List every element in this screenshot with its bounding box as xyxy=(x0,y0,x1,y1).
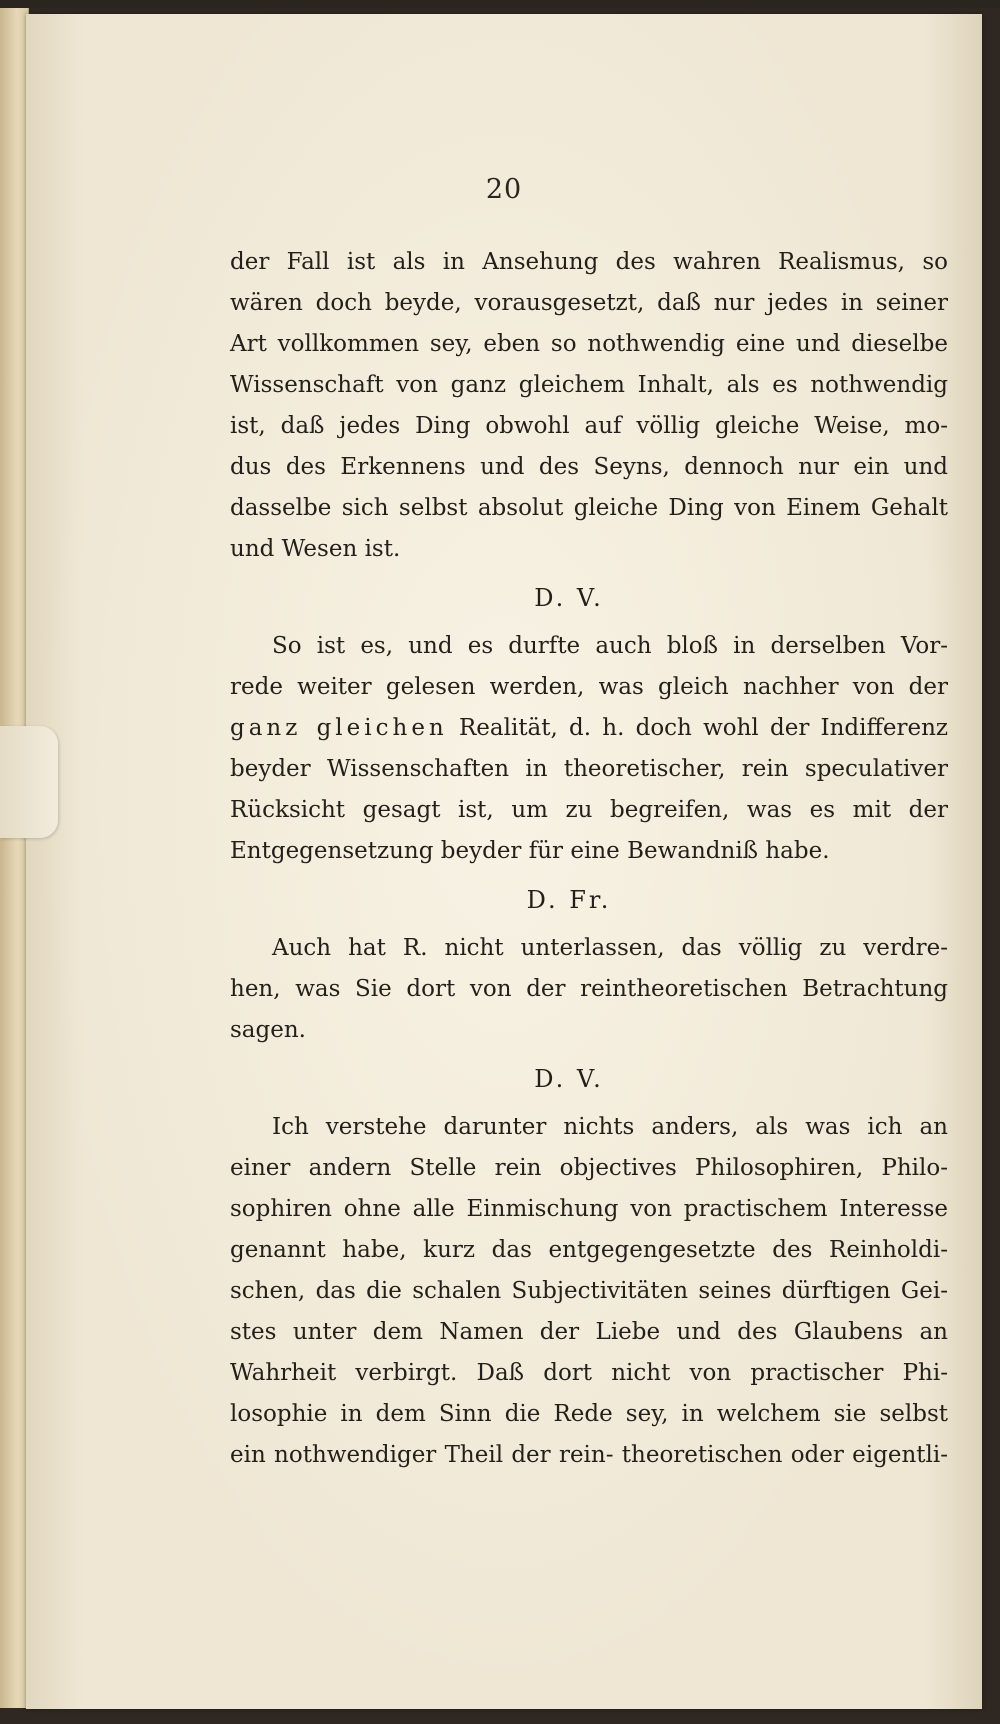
page-clip-tab xyxy=(0,726,58,838)
text-line: Rücksicht gesagt ist, um zu begreifen, was es mit der xyxy=(230,797,948,823)
paragraph-2 xyxy=(230,626,948,872)
paragraph-1 xyxy=(230,242,948,570)
speaker-heading: D. V. xyxy=(534,584,604,612)
text-line xyxy=(230,708,948,749)
text-line: Ich verstehe darunter nichts anders, als was ich an xyxy=(272,1114,948,1140)
text-line: einer andern Stelle rein objectives Philosophiren, Philo- xyxy=(230,1155,948,1181)
text-line: ein nothwendiger Theil der rein- theoretischen oder eigentli- xyxy=(230,1442,948,1468)
text-line: Wahrheit verbirgt. Daß dort nicht von practischer Phi- xyxy=(230,1360,948,1386)
text-line: und Wesen ist. xyxy=(230,536,401,562)
text-line: Wissenschaft von ganz gleichem Inhalt, als es nothwendig xyxy=(230,372,948,398)
text-line: der Fall ist als in Ansehung des wahren Realismus, so xyxy=(230,249,948,275)
text-line: genannt habe, kurz das entgegengesetzte des Reinholdi- xyxy=(230,1237,948,1263)
text-line: Auch hat R. nicht unterlassen, das völlig zu verdre- xyxy=(272,935,948,961)
page-text xyxy=(230,242,948,1476)
page-stack-edge xyxy=(0,8,29,1708)
text-line: beyder Wissenschaften in theoretischer, rein speculativer xyxy=(230,756,948,782)
text-line: schen, das die schalen Subjectivitäten seines dürftigen Gei- xyxy=(230,1278,948,1304)
text-line: stes unter dem Namen der Liebe und des Glaubens an xyxy=(230,1319,948,1345)
paragraph-3 xyxy=(230,928,948,1051)
text-line: hen, was Sie dort von der reintheoretischen Betrachtung xyxy=(230,976,948,1002)
text-line-rest: Realität, d. h. doch wohl der Indifferenz xyxy=(447,715,948,741)
emphasized-text: ganz gleichen xyxy=(230,715,448,741)
page-number: 20 xyxy=(485,174,523,205)
text-line: So ist es, und es durfte auch bloß in derselben Vor- xyxy=(272,633,948,659)
speaker-heading: D. Fr. xyxy=(526,886,612,914)
text-line: dus des Erkennens und des Seyns, dennoch nur ein und xyxy=(230,454,948,480)
paragraph-4 xyxy=(230,1107,948,1476)
text-line: ist, daß jedes Ding obwohl auf völlig gleiche Weise, mo- xyxy=(230,413,948,439)
text-line: Art vollkommen sey, eben so nothwendig eine und dieselbe xyxy=(230,331,948,357)
speaker-heading: D. V. xyxy=(534,1065,604,1093)
text-line: wären doch beyde, vorausgesetzt, daß nur jedes in seiner xyxy=(230,290,948,316)
text-line: sophiren ohne alle Einmischung von practischem Interesse xyxy=(230,1196,948,1222)
book-page xyxy=(26,14,982,1709)
text-line: dasselbe sich selbst absolut gleiche Ding von Einem Gehalt xyxy=(230,495,948,521)
text-line: sagen. xyxy=(230,1017,306,1043)
text-line: rede weiter gelesen werden, was gleich nachher von der xyxy=(230,674,948,700)
text-line: losophie in dem Sinn die Rede sey, in welchem sie selbst xyxy=(230,1401,948,1427)
text-line: Entgegensetzung beyder für eine Bewandniß habe. xyxy=(230,838,830,864)
